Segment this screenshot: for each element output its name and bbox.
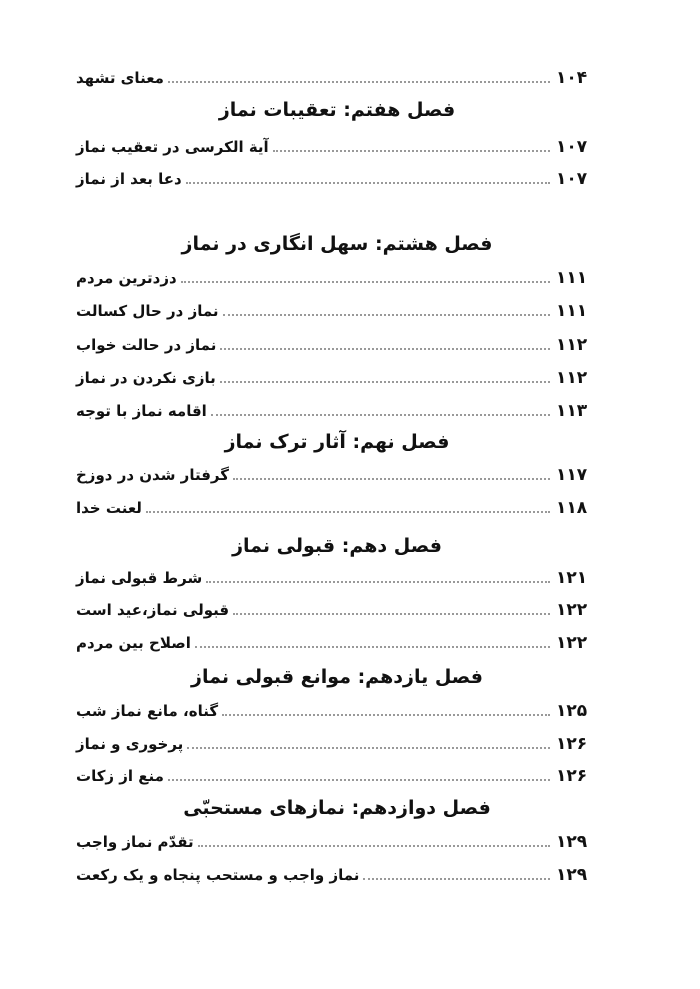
page-number: ۱۰۴ xyxy=(556,68,588,88)
chapter-heading: فصل یازدهم: موانع قبولی نماز xyxy=(191,666,483,688)
dot-leader xyxy=(195,646,550,648)
toc-entry xyxy=(76,330,598,360)
dot-leader xyxy=(168,779,550,781)
page-number: ۱۱۲ xyxy=(556,368,588,388)
toc-entry xyxy=(76,263,598,293)
toc-entry xyxy=(76,696,598,726)
page-number: ۱۲۶ xyxy=(556,766,588,786)
page-number: ۱۱۳ xyxy=(556,401,588,421)
entry-title: تقدّم نماز واجب xyxy=(76,833,194,851)
toc-entry xyxy=(76,628,598,658)
entry-title: گرفتار شدن در دوزخ xyxy=(76,466,229,484)
page-number: ۱۰۷ xyxy=(556,137,588,157)
page-number: ۱۲۲ xyxy=(556,600,588,620)
entry-title: نماز در حال کسالت xyxy=(76,302,219,320)
page-number: ۱۱۱ xyxy=(556,301,588,321)
toc-entry xyxy=(76,761,598,791)
page-number: ۱۲۹ xyxy=(556,832,588,852)
page-number: ۱۲۵ xyxy=(556,701,588,721)
dot-leader xyxy=(233,613,550,615)
toc-entry xyxy=(76,164,598,194)
page-number: ۱۰۷ xyxy=(556,169,588,189)
dot-leader xyxy=(363,878,550,880)
entry-title: منع از زکات xyxy=(76,767,164,785)
entry-title: معنای تشهد xyxy=(76,69,164,87)
dot-leader xyxy=(220,381,550,383)
entry-title: بازی نکردن در نماز xyxy=(76,369,216,387)
toc-entry xyxy=(76,729,598,759)
entry-title: لعنت خدا xyxy=(76,499,142,517)
entry-title: گناه، مانع نماز شب xyxy=(76,702,219,720)
toc-entry xyxy=(76,827,598,857)
dot-leader xyxy=(233,478,550,480)
page-number: ۱۲۶ xyxy=(556,734,588,754)
page-number: ۱۱۲ xyxy=(556,335,588,355)
entry-title: قبولی نماز،عید است xyxy=(76,601,230,619)
page-number: ۱۱۷ xyxy=(556,465,588,485)
toc-entry xyxy=(76,296,598,326)
entry-title: شرط قبولی نماز xyxy=(76,569,203,587)
entry-title: نماز واجب و مستحب پنجاه و یک رکعت xyxy=(76,866,360,884)
page-number: ۱۲۹ xyxy=(556,865,588,885)
page-number: ۱۱۸ xyxy=(556,498,588,518)
dot-leader xyxy=(187,747,550,749)
dot-leader xyxy=(223,314,550,316)
toc-entry xyxy=(76,460,598,490)
dot-leader xyxy=(220,348,550,350)
chapter-heading: فصل دهم: قبولی نماز xyxy=(232,535,442,557)
dot-leader xyxy=(146,511,550,513)
toc-entry xyxy=(76,595,598,625)
toc-entry xyxy=(76,493,598,523)
toc-entry xyxy=(76,363,598,393)
entry-title: اقامه نماز با توجه xyxy=(76,402,207,420)
entry-title: دعا بعد از نماز xyxy=(76,170,182,188)
dot-leader xyxy=(206,581,550,583)
entry-title: اصلاح بین مردم xyxy=(76,634,191,652)
dot-leader xyxy=(273,150,550,152)
entry-title: آیة الکرسی در تعقیب نماز xyxy=(76,138,269,156)
dot-leader xyxy=(211,414,550,416)
dot-leader xyxy=(168,81,550,83)
dot-leader xyxy=(198,845,550,847)
page-number: ۱۱۱ xyxy=(556,268,588,288)
entry-title: دزدترین مردم xyxy=(76,269,177,287)
dot-leader xyxy=(222,714,550,716)
toc-entry xyxy=(76,396,598,426)
page-number: ۱۲۲ xyxy=(556,633,588,653)
chapter-heading: فصل نهم: آثار ترک نماز xyxy=(224,431,450,453)
chapter-heading: فصل هشتم: سهل انگاری در نماز xyxy=(181,233,493,255)
entry-title: نماز در حالت خواب xyxy=(76,336,217,354)
toc-entry xyxy=(76,860,598,890)
toc-entry xyxy=(76,563,598,593)
page-number: ۱۲۱ xyxy=(556,568,588,588)
chapter-heading: فصل دوازدهم: نمازهای مستحبّی xyxy=(183,797,491,819)
dot-leader xyxy=(181,281,550,283)
chapter-heading: فصل هفتم: تعقیبات نماز xyxy=(218,99,456,121)
toc-entry xyxy=(76,63,598,93)
dot-leader xyxy=(186,182,550,184)
entry-title: پرخوری و نماز xyxy=(76,735,184,753)
toc-entry xyxy=(76,132,598,162)
